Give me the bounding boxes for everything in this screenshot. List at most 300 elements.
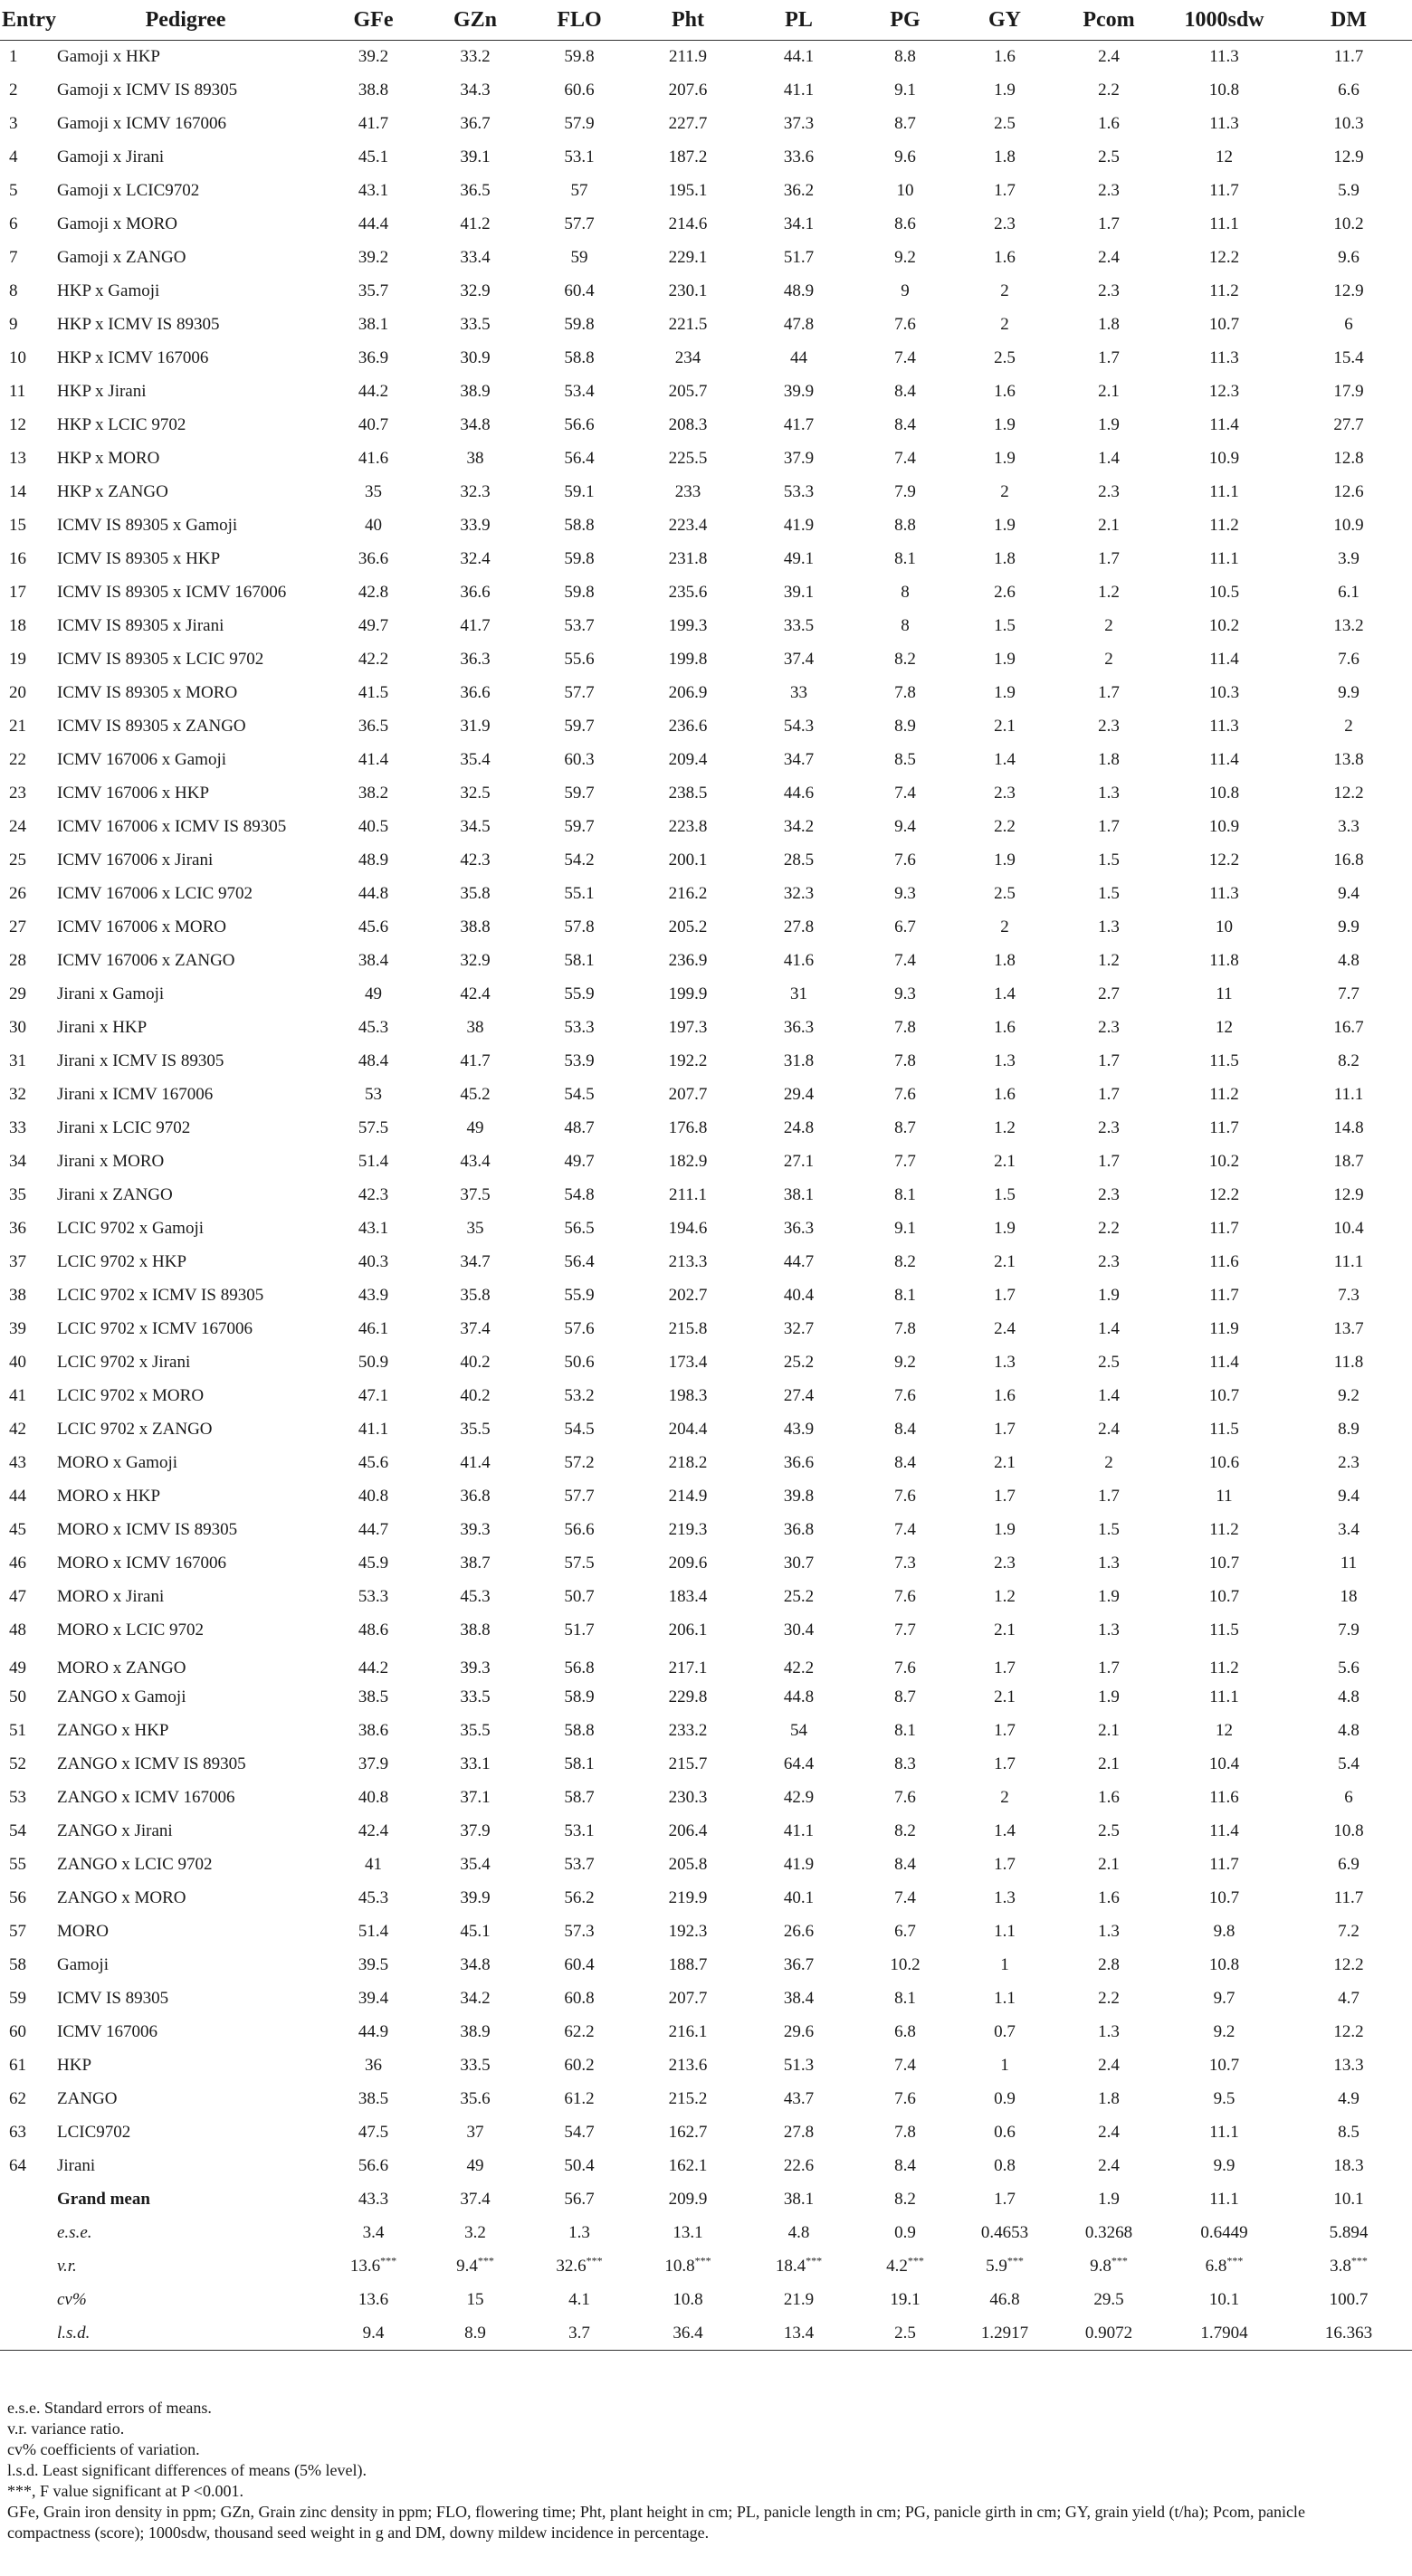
table-cell: 9.8***: [1090, 2254, 1128, 2276]
entry-number: 27: [9, 917, 26, 936]
table-cell: 58.1: [564, 951, 595, 970]
table-cell: 4.2***: [886, 2254, 924, 2276]
pedigree-cell: HKP x ZANGO: [57, 482, 168, 501]
table-cell: 4.9: [1338, 2089, 1360, 2108]
table-cell: 10.5: [1208, 583, 1240, 602]
table-cell: 38: [466, 449, 484, 468]
table-cell: 1.8: [1098, 750, 1120, 769]
table-cell: 9.1: [894, 81, 916, 100]
table-row: [0, 677, 1412, 710]
table-cell: 11.4: [1209, 650, 1239, 669]
table-cell: 176.8: [668, 1118, 708, 1137]
table-cell: 53: [365, 1085, 382, 1104]
pedigree-cell: MORO: [57, 1922, 110, 1941]
table-cell: 6.8***: [1205, 2254, 1244, 2276]
entry-number: 2: [9, 81, 18, 100]
entry-number: 3: [9, 114, 18, 133]
table-cell: 45.1: [358, 147, 389, 166]
table-cell: 48.9: [358, 851, 389, 870]
stat-label: e.s.e.: [57, 2223, 92, 2242]
table-cell: 4.8: [1338, 951, 1360, 970]
table-cell: 13.3: [1333, 2056, 1364, 2075]
table-cell: 10.3: [1333, 114, 1364, 133]
table-cell: 9.3: [894, 884, 916, 903]
pedigree-cell: Gamoji x LCIC9702: [57, 181, 200, 200]
table-cell: 7.3: [894, 1554, 916, 1573]
table-cell: 25.2: [783, 1587, 815, 1606]
table-cell: 198.3: [668, 1386, 708, 1405]
table-cell: 54.3: [783, 717, 815, 736]
table-cell: 8.6: [894, 214, 916, 233]
table-cell: 10.4: [1208, 1754, 1240, 1773]
table-cell: 22.6: [783, 2156, 815, 2175]
table-cell: 214.9: [668, 1487, 708, 1506]
table-cell: 59.8: [564, 47, 595, 67]
table-cell: 35.4: [460, 750, 491, 769]
table-cell: 33.2: [460, 47, 491, 67]
entry-number: 49: [9, 1658, 26, 1678]
pedigree-cell: ICMV 167006 x Gamoji: [57, 750, 227, 769]
entry-number: 17: [9, 583, 26, 602]
table-cell: 10: [1216, 917, 1233, 936]
table-cell: 7.3: [1338, 1286, 1360, 1305]
pedigree-cell: HKP x MORO: [57, 449, 160, 468]
table-cell: 11.9: [1209, 1319, 1239, 1338]
table-cell: 7.4: [894, 2056, 916, 2075]
table-cell: 39.2: [358, 47, 389, 67]
table-cell: 34.7: [460, 1252, 491, 1271]
entry-number: 28: [9, 951, 26, 970]
table-cell: 3.7: [525, 2317, 634, 2351]
table-cell: 45.3: [460, 1587, 491, 1606]
table-cell: 1.9: [1098, 1687, 1120, 1706]
table-cell: 1.8: [1098, 2089, 1120, 2108]
table-cell: 199.3: [668, 616, 708, 635]
table-row: [0, 275, 1412, 309]
table-cell: 33.5: [783, 616, 815, 635]
entry-number: 6: [9, 214, 18, 233]
table-cell: 2.3: [1098, 181, 1120, 200]
entry-number: 24: [9, 817, 26, 836]
table-cell: 6.8: [894, 2022, 916, 2041]
table-cell: 1.7: [1098, 1658, 1120, 1678]
table-cell: 6.9: [1338, 1855, 1360, 1874]
table-cell: 41: [365, 1855, 382, 1874]
table-cell: 2: [1000, 482, 1009, 501]
table-cell: 15: [466, 2290, 484, 2309]
table-cell: 57.5: [358, 1118, 389, 1137]
table-cell: 1.5: [1098, 1520, 1120, 1539]
table-cell: 10.4: [1333, 1219, 1364, 1238]
table-cell: 192.2: [668, 1051, 708, 1070]
table-cell: 39.3: [460, 1658, 491, 1678]
table-cell: 0.9: [994, 2089, 1016, 2108]
entry-number: 63: [9, 2123, 26, 2142]
table-cell: 9.4***: [456, 2254, 494, 2276]
table-cell: 35.8: [460, 1286, 491, 1305]
table-cell: 36.7: [783, 1955, 815, 1974]
table-cell: 1.4: [994, 1821, 1016, 1840]
table-cell: 1.7904: [1163, 2317, 1285, 2351]
entry-number: 1: [9, 47, 18, 67]
pedigree-cell: HKP x LCIC 9702: [57, 415, 186, 434]
table-cell: 10: [896, 181, 914, 200]
table-cell: 53.1: [564, 147, 595, 166]
table-cell: 43.3: [358, 2190, 389, 2209]
pedigree-cell: MORO x ZANGO: [57, 1658, 186, 1678]
table-cell: 18: [1340, 1587, 1358, 1606]
table-cell: 38.5: [358, 2089, 389, 2108]
table-cell: 35.5: [460, 1721, 491, 1740]
entry-number: 34: [9, 1152, 26, 1171]
table-row: [0, 309, 1412, 342]
table-cell: 33: [790, 683, 807, 702]
table-cell: 1.3: [1098, 917, 1120, 936]
header-flo: FLO: [525, 0, 634, 41]
table-cell: 1.7: [994, 1487, 1016, 1506]
table-cell: 36.3: [460, 650, 491, 669]
table-row: [0, 1915, 1412, 1949]
table-cell: 54.5: [564, 1420, 595, 1439]
table-cell: 42.3: [460, 851, 491, 870]
table-cell: 211.1: [668, 1185, 708, 1204]
table-row: [0, 74, 1412, 108]
table-cell: 44.8: [358, 884, 389, 903]
table-cell: 1.5: [1098, 884, 1120, 903]
pedigree-cell: HKP x Gamoji: [57, 281, 160, 300]
table-row: [0, 978, 1412, 1012]
table-cell: 1.1: [994, 1989, 1016, 2008]
table-cell: 36: [365, 2056, 382, 2075]
table-cell: 50.7: [564, 1587, 595, 1606]
table-cell: 44.2: [358, 382, 389, 401]
table-cell: 39.2: [358, 248, 389, 267]
table-cell: 10.8: [1208, 1955, 1240, 1974]
entry-number: 64: [9, 2156, 26, 2175]
table-cell: 48.9: [783, 281, 815, 300]
table-row: [0, 175, 1412, 208]
table-cell: 53.9: [564, 1051, 595, 1070]
table-cell: 11.4: [1209, 750, 1239, 769]
table-row: [0, 342, 1412, 375]
table-cell: 8.1: [894, 1286, 916, 1305]
table-cell: 5.4: [1338, 1754, 1360, 1773]
table-cell: 1.9: [994, 683, 1016, 702]
table-cell: 32.4: [460, 549, 491, 568]
table-cell: 199.8: [668, 650, 708, 669]
table-cell: 2.3: [1098, 482, 1120, 501]
table-cell: 4.1: [568, 2290, 590, 2309]
table-row: [0, 777, 1412, 811]
table-cell: 2.5: [855, 2317, 955, 2351]
table-cell: 54.5: [564, 1085, 595, 1104]
table-cell: 11.2: [1209, 281, 1239, 300]
table-cell: 32.5: [460, 784, 491, 803]
table-cell: 213.6: [668, 2056, 708, 2075]
table-cell: 8.4: [894, 1855, 916, 1874]
table-cell: 10.8: [1208, 81, 1240, 100]
table-cell: 1.7: [994, 1658, 1016, 1678]
entry-number: 55: [9, 1855, 26, 1874]
footnote: v.r. variance ratio.: [7, 2419, 125, 2438]
pedigree-cell: Gamoji x Jirani: [57, 147, 165, 166]
table-row: [0, 1212, 1412, 1246]
table-cell: 7.6: [894, 1658, 916, 1678]
table-cell: 1.8: [1098, 315, 1120, 334]
table-cell: 182.9: [668, 1152, 708, 1171]
table-row: [0, 1949, 1412, 1982]
table-cell: 221.5: [668, 315, 708, 334]
table-cell: 18.3: [1333, 2156, 1364, 2175]
table-cell: 60.8: [564, 1989, 595, 2008]
table-cell: 57.5: [564, 1554, 595, 1573]
table-cell: 3.4: [1338, 1520, 1360, 1539]
table-cell: 44.4: [358, 214, 389, 233]
table-cell: 33.5: [460, 315, 491, 334]
table-cell: 9.6: [1338, 248, 1360, 267]
pedigree-cell: ICMV IS 89305 x ICMV 167006: [57, 583, 287, 602]
table-cell: 11.4: [1209, 415, 1239, 434]
table-row: [0, 2116, 1412, 2150]
table-cell: 6: [1344, 1788, 1353, 1807]
table-cell: 45.1: [460, 1922, 491, 1941]
table-cell: 209.9: [668, 2190, 708, 2209]
table-cell: 36.5: [358, 717, 389, 736]
table-cell: 1.2917: [955, 2317, 1054, 2351]
pedigree-cell: ICMV IS 89305 x MORO: [57, 683, 238, 702]
table-cell: 11.1: [1209, 549, 1239, 568]
pedigree-cell: ZANGO: [57, 2089, 118, 2108]
stat-row-lsd: [0, 2317, 1412, 2351]
table-cell: 206.4: [668, 1821, 708, 1840]
table-cell: 55.6: [564, 650, 595, 669]
table-cell: 187.2: [668, 147, 708, 166]
table-cell: 10.8: [1208, 784, 1240, 803]
table-cell: 32.3: [783, 884, 815, 903]
table-cell: 58.9: [564, 1687, 595, 1706]
table-cell: 57: [570, 181, 588, 200]
entry-number: 61: [9, 2056, 26, 2075]
table-cell: 45.3: [358, 1018, 389, 1037]
table-cell: 11.3: [1209, 717, 1239, 736]
table-cell: 13.6: [358, 2290, 389, 2309]
table-row: [0, 1514, 1412, 1547]
table-cell: 38.4: [783, 1989, 815, 2008]
table-cell: 215.7: [668, 1754, 708, 1773]
table-cell: 48.6: [358, 1621, 389, 1640]
table-cell: 38.1: [783, 1185, 815, 1204]
table-cell: 17.9: [1333, 382, 1364, 401]
table-cell: 1.4: [1098, 1319, 1120, 1338]
pedigree-cell: ICMV 167006 x MORO: [57, 917, 227, 936]
table-cell: 2.5: [994, 884, 1016, 903]
table-cell: 36.6: [460, 683, 491, 702]
table-cell: 44.8: [783, 1687, 815, 1706]
table-row: [0, 1012, 1412, 1045]
header-pedigree: Pedigree: [50, 0, 321, 41]
table-cell: 0.6449: [1200, 2223, 1248, 2242]
header-1000sdw: 1000sdw: [1163, 0, 1285, 41]
table-cell: 1.7: [994, 1855, 1016, 1874]
table-cell: 1.7: [994, 1420, 1016, 1439]
table-row: [0, 1413, 1412, 1447]
table-cell: 3.2: [464, 2223, 486, 2242]
table-cell: 50.6: [564, 1353, 595, 1372]
table-cell: 25.2: [783, 1353, 815, 1372]
table-cell: 1.5: [994, 616, 1016, 635]
table-cell: 215.2: [668, 2089, 708, 2108]
table-cell: 215.8: [668, 1319, 708, 1338]
table-cell: 194.6: [668, 1219, 708, 1238]
table-cell: 8.7: [894, 1118, 916, 1137]
table-cell: 32.9: [460, 951, 491, 970]
entry-number: 43: [9, 1453, 26, 1472]
table-cell: 1.3: [1098, 784, 1120, 803]
table-cell: 1.6: [1098, 114, 1120, 133]
table-cell: 1.6: [994, 382, 1016, 401]
table-cell: 214.6: [668, 214, 708, 233]
table-cell: 12.2: [1208, 248, 1240, 267]
table-cell: 51.4: [358, 1152, 389, 1171]
table-cell: 8.4: [894, 1453, 916, 1472]
table-row: [0, 1480, 1412, 1514]
table-cell: 2.3: [1098, 1252, 1120, 1271]
entry-number: 54: [9, 1821, 26, 1840]
table-cell: 2.3: [994, 784, 1016, 803]
table-cell: 2.4: [1098, 248, 1120, 267]
pedigree-cell: ICMV IS 89305 x LCIC 9702: [57, 650, 264, 669]
table-cell: 34.1: [783, 214, 815, 233]
table-cell: 35.7: [358, 281, 389, 300]
entry-number: 20: [9, 683, 26, 702]
table-cell: 35: [365, 482, 382, 501]
table-cell: 1.5: [994, 1185, 1016, 1204]
table-cell: 58.1: [564, 1754, 595, 1773]
table-cell: 12.9: [1333, 147, 1364, 166]
table-cell: 209.4: [668, 750, 708, 769]
pedigree-cell: HKP x ICMV IS 89305: [57, 315, 220, 334]
table-cell: 8.4: [894, 415, 916, 434]
table-cell: 1.8: [994, 951, 1016, 970]
footnote: e.s.e. Standard errors of means.: [7, 2399, 212, 2417]
table-cell: 9: [901, 281, 910, 300]
table-row: [0, 744, 1412, 777]
table-row: [0, 1145, 1412, 1179]
table-cell: 11.7: [1209, 1219, 1239, 1238]
table-cell: 16.8: [1333, 851, 1364, 870]
table-cell: 41.6: [783, 951, 815, 970]
table-cell: 58.7: [564, 1788, 595, 1807]
table-cell: 46.1: [358, 1319, 389, 1338]
table-cell: 49: [466, 2156, 484, 2175]
table-cell: 207.7: [668, 1989, 708, 2008]
table-cell: 30.4: [783, 1621, 815, 1640]
table-cell: 9.2: [894, 248, 916, 267]
table-cell: 8: [901, 583, 910, 602]
table-cell: 0.8: [994, 2156, 1016, 2175]
table-cell: 39.9: [460, 1888, 491, 1907]
table-cell: 7.8: [894, 2123, 916, 2142]
table-cell: 1.3: [568, 2223, 590, 2242]
table-cell: 199.9: [668, 984, 708, 1003]
table-cell: 2.1: [994, 1621, 1016, 1640]
table-cell: 12: [1216, 1018, 1233, 1037]
table-cell: 7.9: [894, 482, 916, 501]
table-cell: 48.4: [358, 1051, 389, 1070]
table-cell: 38.1: [358, 315, 389, 334]
table-cell: 3.8***: [1330, 2254, 1368, 2276]
table-cell: 2.3: [1098, 717, 1120, 736]
table-cell: 11.4: [1209, 1821, 1239, 1840]
entry-number: 33: [9, 1118, 26, 1137]
table-cell: 41.7: [460, 1051, 491, 1070]
table-cell: 2.5: [994, 114, 1016, 133]
table-cell: 37.3: [783, 114, 815, 133]
entry-number: 10: [9, 348, 26, 367]
table-cell: 59.7: [564, 717, 595, 736]
table-cell: 51.7: [783, 248, 815, 267]
pedigree-cell: HKP x ICMV 167006: [57, 348, 209, 367]
header-pl: PL: [742, 0, 855, 41]
entry-number: 8: [9, 281, 18, 300]
table-cell: 11.3: [1209, 47, 1239, 67]
entry-number: 40: [9, 1353, 26, 1372]
table-cell: 38.7: [460, 1554, 491, 1573]
table-cell: 8.8: [894, 516, 916, 535]
table-cell: 1.9: [994, 1219, 1016, 1238]
table-cell: 46.8: [989, 2290, 1020, 2309]
table-cell: 43.9: [783, 1420, 815, 1439]
table-cell: 9.9: [1213, 2156, 1236, 2175]
table-cell: 38.9: [460, 382, 491, 401]
table-row: [0, 1346, 1412, 1380]
table-cell: 1.3: [1098, 2022, 1120, 2041]
footnote: ***, F value significant at P <0.001.: [7, 2482, 243, 2500]
table-cell: 11.7: [1209, 1118, 1239, 1137]
table-cell: 11.7: [1209, 181, 1239, 200]
table-cell: 37.1: [460, 1788, 491, 1807]
table-cell: 33.5: [460, 1687, 491, 1706]
table-cell: 1.2: [994, 1587, 1016, 1606]
table-row: [0, 1547, 1412, 1581]
table-cell: 54.2: [564, 851, 595, 870]
table-cell: 1.6: [994, 1386, 1016, 1405]
table-cell: 206.1: [668, 1621, 708, 1640]
pedigree-cell: ICMV IS 89305 x HKP: [57, 549, 221, 568]
table-cell: 7.6: [894, 1487, 916, 1506]
table-cell: 9.4: [1338, 884, 1360, 903]
table-cell: 33.6: [783, 147, 815, 166]
table-cell: 11.6: [1209, 1252, 1239, 1271]
table-row: [0, 1079, 1412, 1112]
table-cell: 173.4: [668, 1353, 708, 1372]
table-cell: 10.6: [1208, 1453, 1240, 1472]
table-cell: 1.3: [994, 1353, 1016, 1372]
table-cell: 2.3: [1098, 1185, 1120, 1204]
table-cell: 34.2: [460, 1989, 491, 2008]
table-row: [0, 2049, 1412, 2083]
table-cell: 1.2: [1098, 951, 1120, 970]
table-cell: 10.2: [1208, 616, 1240, 635]
table-cell: 1.5: [1098, 851, 1120, 870]
pedigree-cell: HKP: [57, 2056, 92, 2075]
table-cell: 216.1: [668, 2022, 708, 2041]
table-cell: 5.6: [1338, 1658, 1360, 1678]
table-cell: 36.3: [783, 1018, 815, 1037]
pedigree-cell: ICMV 167006 x HKP: [57, 784, 210, 803]
table-cell: 9.1: [894, 1219, 916, 1238]
table-cell: 2.1: [1098, 1855, 1120, 1874]
